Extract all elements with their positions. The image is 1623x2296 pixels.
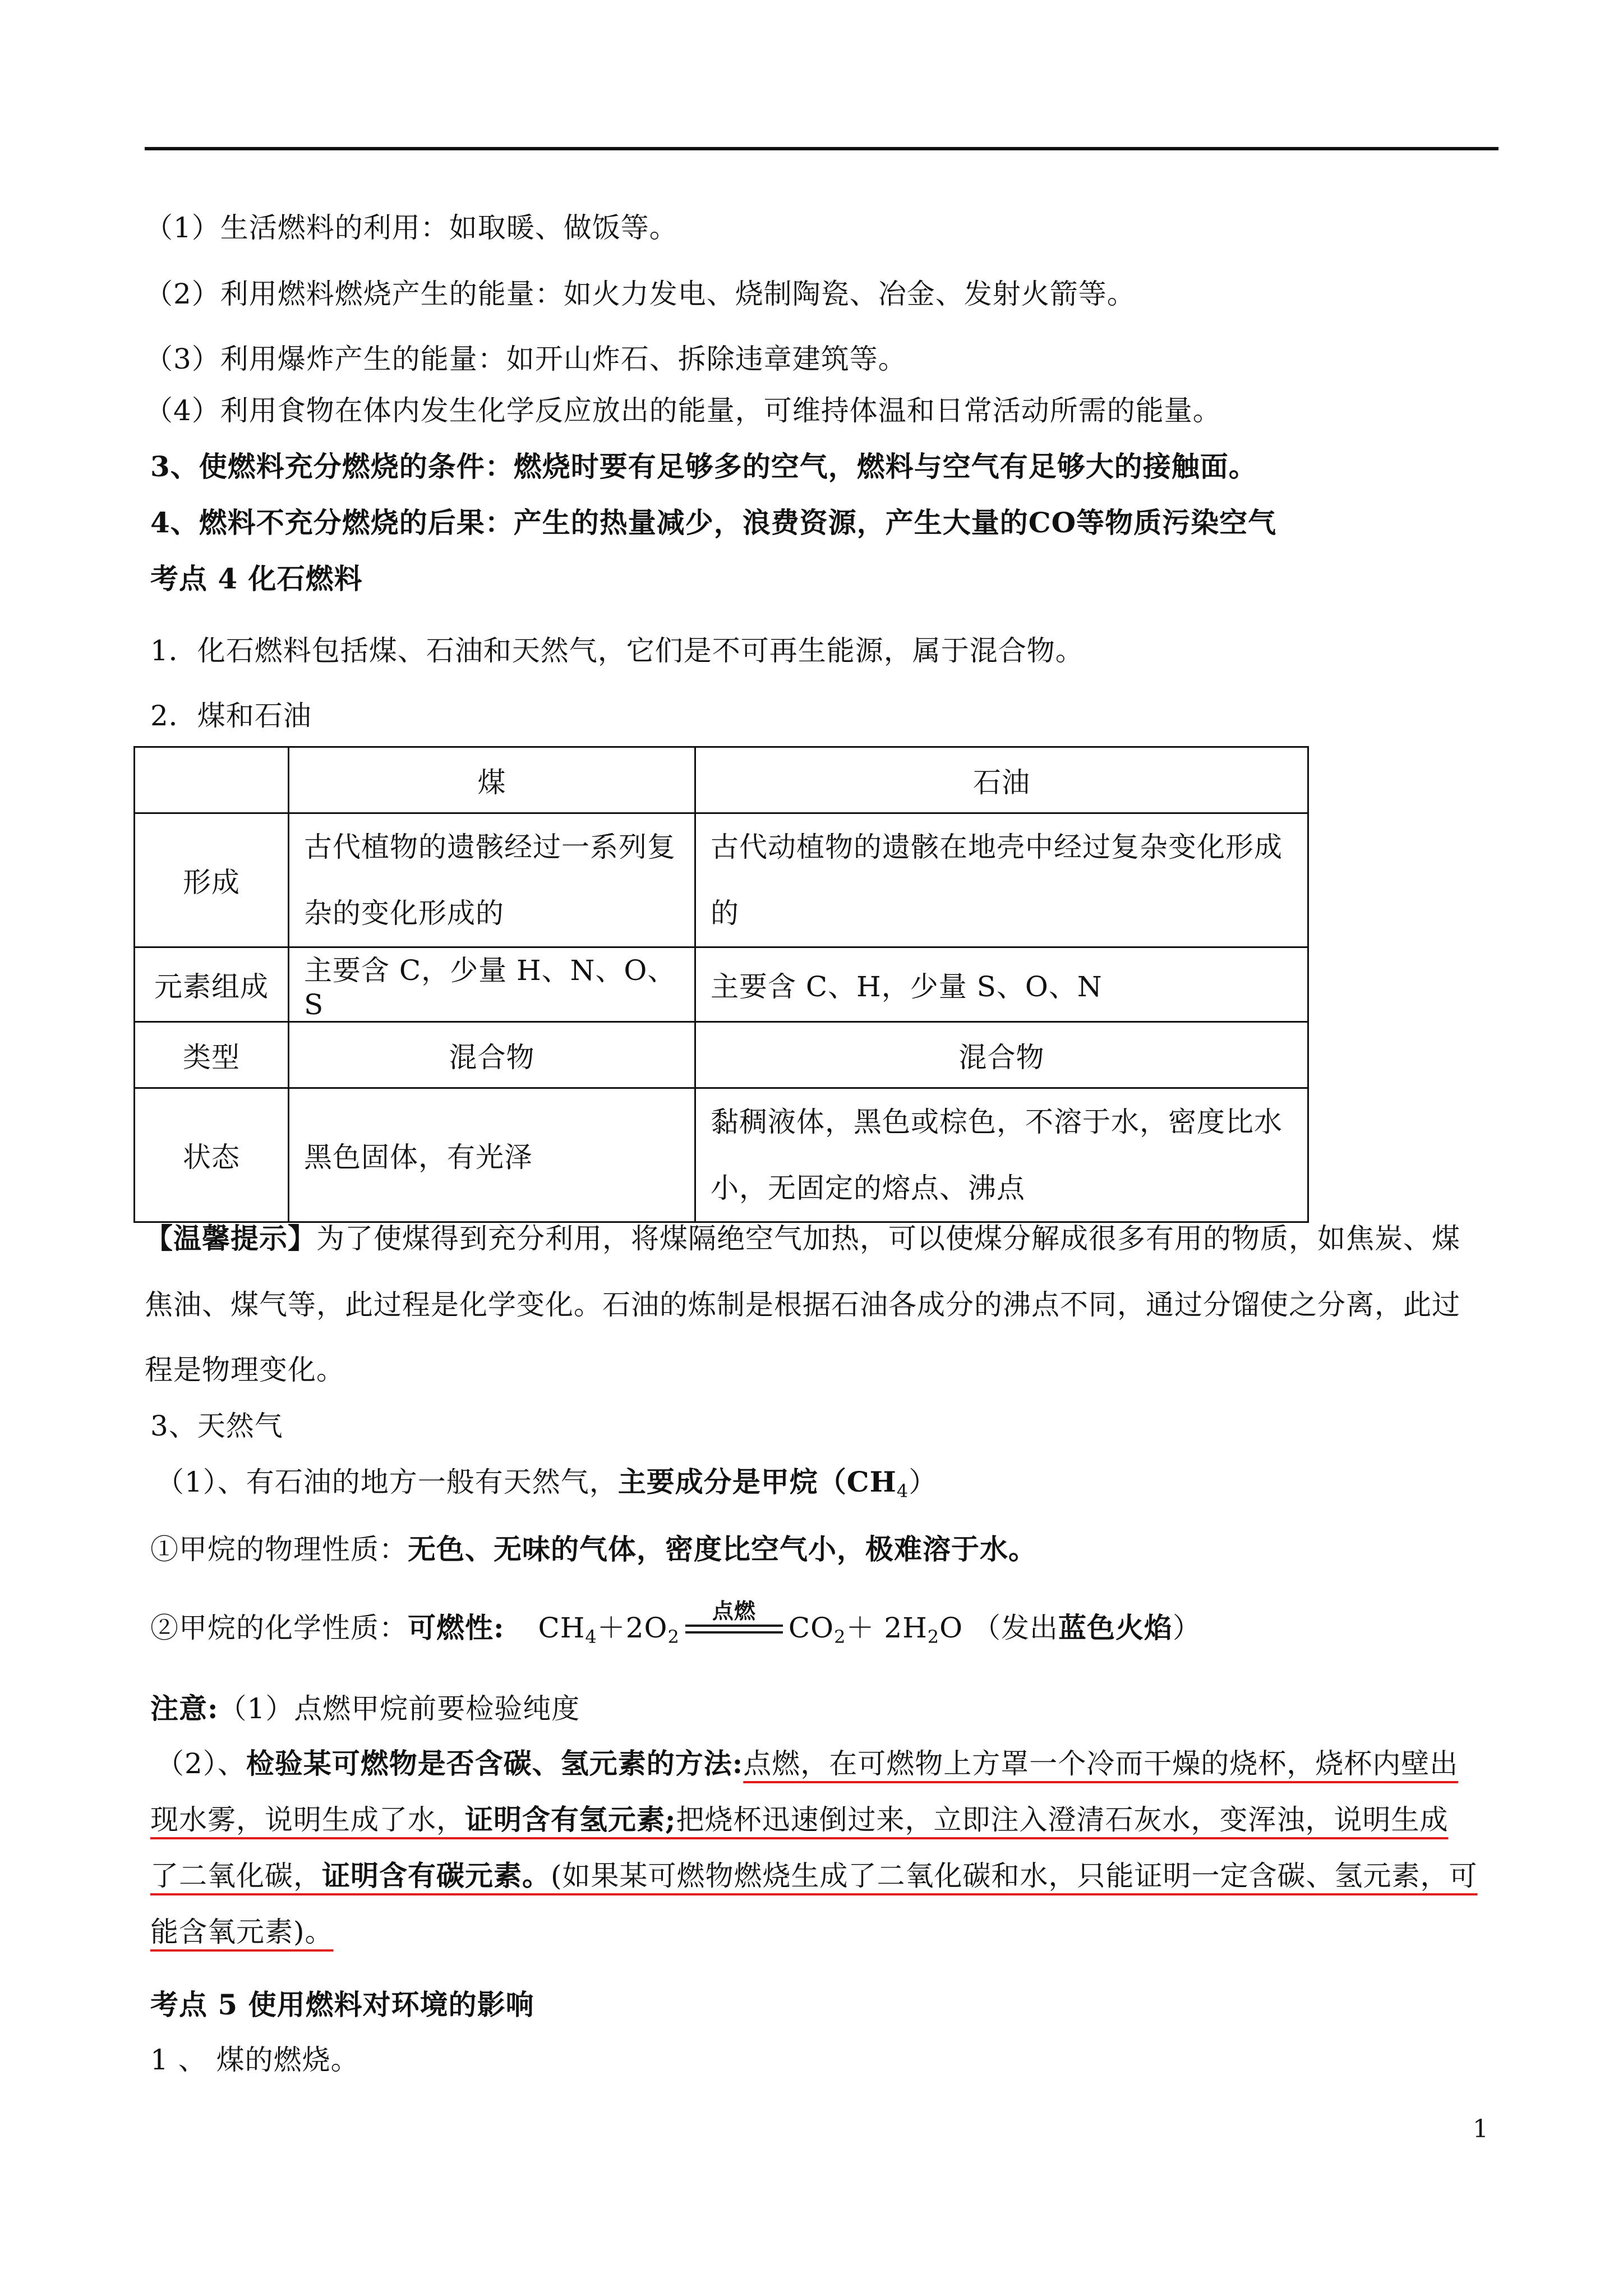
page-number: 1: [1473, 2115, 1488, 2143]
test-method-line-4: [150, 1914, 334, 1950]
test-method-line-1: [156, 1746, 1458, 1782]
note-text: （1）点燃甲烷前要检验纯度: [218, 1692, 580, 1725]
subscript: 4: [585, 1626, 597, 1648]
coal-oil-table: [133, 746, 1309, 1223]
natural-gas-heading: 3、天然气: [150, 1410, 283, 1442]
fossil-fuel-definition: 1．化石燃料包括煤、石油和天然气，它们是不可再生能源，属于混合物。: [150, 634, 1084, 667]
table-cell: 主要含 C，少量 H、N、O、S: [289, 947, 695, 1022]
section-heading-4: 考点 4 化石燃料: [150, 562, 363, 595]
table-row: [135, 1022, 1308, 1088]
tip-text: 为了使煤得到充分利用，将煤隔绝空气加热，可以使煤分解成很多有用的物质，如焦炭、煤: [316, 1222, 1460, 1255]
note-line: [150, 1691, 580, 1727]
subscript: 2: [667, 1626, 680, 1648]
reaction-condition: 点燃: [712, 1598, 756, 1623]
methane-chemical-properties: [150, 1598, 1202, 1648]
hydrogen-proof: 证明含有氢元素;: [465, 1803, 676, 1836]
table-cell: 混合物: [289, 1022, 695, 1088]
test-method-text: 了二氧化碳，: [150, 1860, 322, 1892]
test-method-text: 点燃，在可燃物上方罩一个冷而干燥的烧杯，烧杯内壁出: [743, 1747, 1459, 1780]
test-index: （2）、: [156, 1747, 246, 1780]
table-row: [135, 813, 1308, 947]
test-method-line-2: [150, 1802, 1448, 1838]
note-label: 注意:: [150, 1692, 219, 1725]
physical-label: ①甲烷的物理性质：: [150, 1533, 408, 1566]
eq-plus-o: ＋2O: [597, 1612, 668, 1644]
closing-paren: ）: [1173, 1612, 1202, 1644]
eq-ch: CH: [538, 1612, 585, 1644]
table-row-label: 状态: [135, 1088, 289, 1222]
main-component: 主要成分是甲烷（CH: [617, 1465, 897, 1498]
physical-text: 无色、无味的气体，密度比空气小，极难溶于水。: [408, 1533, 1037, 1566]
table-cell: 古代植物的遗骸经过一系列复杂的变化形成的: [289, 813, 695, 947]
test-method-text: (如果某可燃物燃烧生成了二氧化碳和水，只能证明一定含碳、氢元素，可: [551, 1860, 1478, 1892]
subscript: 2: [834, 1626, 846, 1648]
full-combustion-conditions: 3、使燃料充分燃烧的条件：燃烧时要有足够多的空气，燃料与空气有足够大的接触面。: [150, 450, 1257, 483]
table-cell: 黑色固体，有光泽: [289, 1088, 695, 1222]
eq-plus-h: ＋ 2H: [846, 1612, 928, 1644]
test-method-text: 能含氧元素)。: [150, 1916, 334, 1948]
table-cell: 古代动植物的遗骸在地壳中经过复杂变化形成的: [695, 813, 1308, 947]
table-header-cell: 石油: [695, 747, 1308, 813]
reaction-arrow: [685, 1598, 783, 1648]
table-row-label: 类型: [135, 1022, 289, 1088]
table-header-cell: 煤: [289, 747, 695, 813]
tip-label: 【温馨提示】: [145, 1222, 316, 1255]
tip-line-2: 焦油、煤气等，此过程是化学变化。石油的炼制是根据石油各成分的沸点不同，通过分馏使之分离，此过: [145, 1289, 1460, 1321]
section-heading-5: 考点 5 使用燃料对环境的影响: [150, 1988, 534, 2021]
flammability-label: 可燃性:: [408, 1611, 505, 1644]
line-usage-2: （2）利用燃料燃烧产生的能量：如火力发电、烧制陶瓷、冶金、发射火箭等。: [145, 278, 1136, 310]
table-row: [135, 947, 1308, 1022]
tip-line-3: 程是物理变化。: [145, 1354, 345, 1386]
table-header-cell: [135, 747, 289, 813]
table-cell: 黏稠液体，黑色或棕色，不溶于水，密度比水小，无固定的熔点、沸点: [695, 1088, 1308, 1222]
line-usage-3: （3）利用爆炸产生的能量：如开山炸石、拆除违章建筑等。: [145, 343, 907, 375]
natural-gas-line: [156, 1464, 937, 1500]
eq-co: CO: [788, 1612, 834, 1644]
eq-o: O （发出: [939, 1612, 1059, 1644]
table-row-label: 形成: [135, 813, 289, 947]
natural-gas-text: （1）、有石油的地方一般有天然气，: [156, 1466, 618, 1498]
closing-paren: ）: [909, 1466, 938, 1498]
blue-flame: 蓝色火焰: [1058, 1611, 1173, 1644]
table-header-row: [135, 747, 1308, 813]
chemical-label: ②甲烷的化学性质：: [150, 1612, 408, 1644]
table-cell: 混合物: [695, 1022, 1308, 1088]
coal-oil-heading: 2．煤和石油: [150, 700, 312, 732]
header-rule: [145, 147, 1498, 150]
table-row: [135, 1088, 1308, 1222]
tip-line-1: [145, 1221, 1460, 1257]
subscript: 4: [896, 1480, 909, 1502]
coal-burning-item: 1 、 煤的燃烧。: [150, 2044, 359, 2076]
line-usage-4: （4）利用食物在体内发生化学反应放出的能量，可维持体温和日常活动所需的能量。: [145, 394, 1221, 427]
table-row-label: 元素组成: [135, 947, 289, 1022]
methane-physical-properties: [150, 1531, 1037, 1567]
line-usage-1: （1）生活燃料的利用：如取暖、做饭等。: [145, 211, 678, 244]
test-method-text: 现水雾，说明生成了水，: [150, 1803, 465, 1836]
test-method-text: 把烧杯迅速倒过来，立即注入澄清石灰水，变浑浊，说明生成: [676, 1803, 1449, 1836]
carbon-proof: 证明含有碳元素。: [322, 1859, 551, 1892]
table-cell: 主要含 C、H，少量 S、O、N: [695, 947, 1308, 1022]
subscript: 2: [927, 1626, 940, 1648]
test-method-line-3: [150, 1858, 1478, 1894]
incomplete-combustion-effects: 4、燃料不充分燃烧的后果：产生的热量减少，浪费资源，产生大量的CO等物质污染空气: [150, 506, 1277, 539]
test-method-label: 检验某可燃物是否含碳、氢元素的方法:: [246, 1747, 744, 1780]
